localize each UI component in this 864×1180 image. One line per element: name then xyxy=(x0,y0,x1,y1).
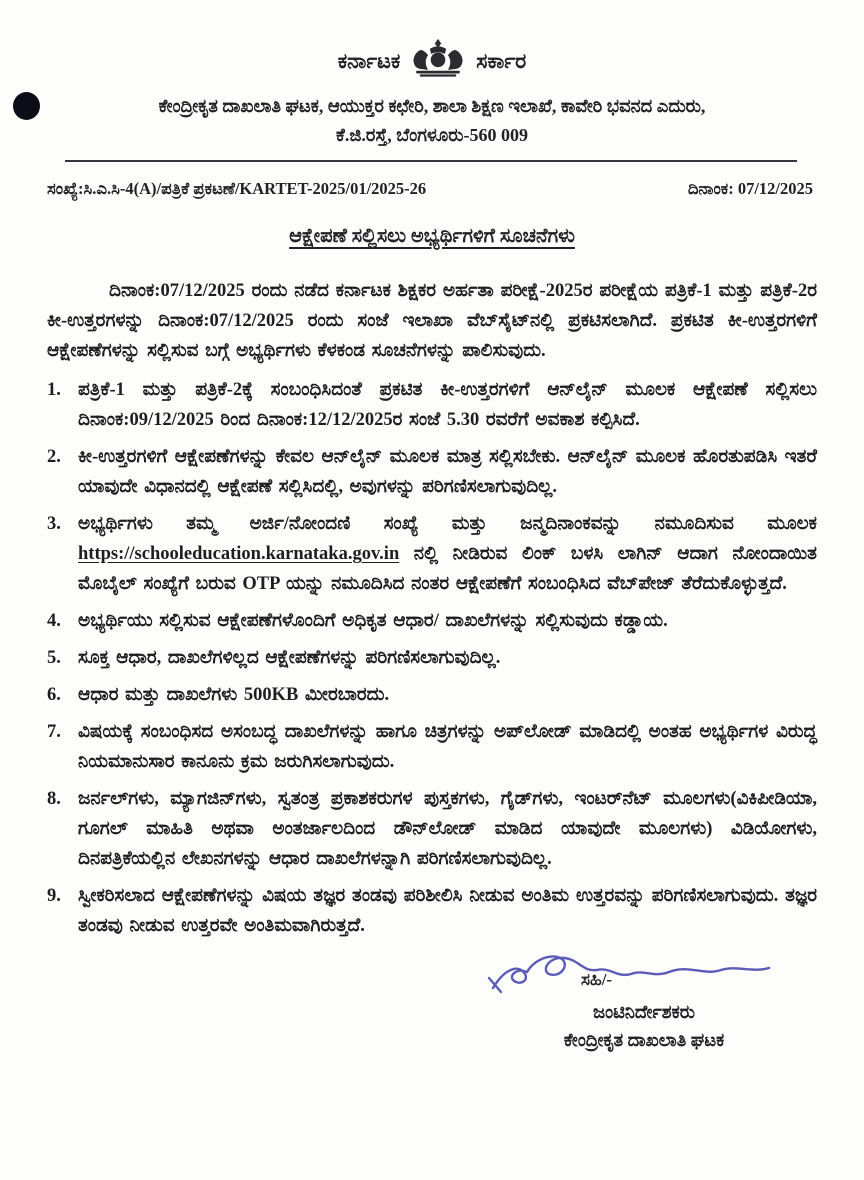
government-header xyxy=(47,36,817,86)
item-number: 7. xyxy=(47,722,61,742)
item-text xyxy=(78,881,817,941)
office-address-line1: ಕೇಂದ್ರೀಕೃತ ದಾಖಲಾತಿ ಘಟಕ, ಆಯುಕ್ತರ ಕಛೇರಿ, ಶಾಲಾ ಶಿಕ್ಷಣ ಇಲಾಖೆ, ಕಾವೇರಿ ಭವನದ ಎದುರು, xyxy=(158,96,706,116)
item-text xyxy=(78,717,817,777)
website-link[interactable]: https://schooleducation.karnataka.gov.in xyxy=(78,544,400,564)
item-text-segment: ಅಭ್ಯರ್ಥಿಯು ಸಲ್ಲಿಸುವ ಆಕ್ಷೇಪಣೆಗಳೊಂದಿಗೆ ಅಧಿಕೃತ ಆಧಾರ/ ದಾಖಲೆಗಳನ್ನು ಸಲ್ಲಿಸುವುದು ಕಡ್ಡಾಯ. xyxy=(78,611,668,631)
notice-item-4 xyxy=(47,606,817,636)
notice-item-1 xyxy=(47,375,817,435)
notice-item-6 xyxy=(47,680,817,710)
item-text xyxy=(78,442,817,502)
intro-paragraph: ದಿನಾಂಕ:07/12/2025 ರಂದು ನಡೆದ ಕರ್ನಾಟಕ ಶಿಕ್ಷಕರ ಅರ್ಹತಾ ಪರೀಕ್ಷೆ-2025ರ ಪರೀಕ್ಷೆಯ ಪತ್ರಿಕೆ-1 ಮತ್ತು ಪತ್ರಿಕೆ-2ರ ಕೀ-ಉತ್ತರಗಳನ್ನು ದಿನಾಂಕ:07/12/2025 ರಂದು ಸಂಜೆ ಇಲಾಖಾ ವೆಬ್‌ಸೈಟ್‌ನಲ್ಲಿ ಪ್ರಕಟಿಸಲಾಗಿದೆ. ಪ್ರಕಟಿತ ಕೀ-ಉತ್ತರಗಳಿಗೆ ಆಕ್ಷೇಪಣೆಗಳನ್ನು ಸಲ್ಲಿಸುವ ಬಗ್ಗೆ ಅಭ್ಯರ್ಥಿಗಳು ಕೆಳಕಂಡ ಸೂಚನೆಗಳನ್ನು ಪಾಲಿಸುವುದು. xyxy=(47,281,817,361)
notice-item-7 xyxy=(47,717,817,777)
item-text-segment: ಅಭ್ಯರ್ಥಿಗಳು ತಮ್ಮ ಅರ್ಜಿ/ನೋಂದಣಿ ಸಂಖ್ಯೆ ಮತ್ತು ಜನ್ಮದಿನಾಂಕವನ್ನು ನಮೂದಿಸುವ ಮೂಲಕ xyxy=(78,514,817,534)
office-address-line2: ಕೆ.ಜಿ.ರಸ್ತೆ, ಬೆಂಗಳೂರು-560 009 xyxy=(336,125,528,145)
item-text-segment: ಸ್ವೀಕರಿಸಲಾದ ಆಕ್ಷೇಪಣೆಗಳನ್ನು ವಿಷಯ ತಜ್ಞರ ತಂಡವು ಪರಿಶೀಲಿಸಿ ನೀಡುವ ಅಂತಿಮ ಉತ್ತರವನ್ನು ಪರಿಗಣಿಸಲಾಗುವುದು. ತಜ್ಞರ ತಂಡವು ನೀಡುವ ಉತ್ತರವೇ ಅಂತಿಮವಾಗಿರುತ್ತದೆ. xyxy=(78,886,817,936)
item-text-segment: ವಿಷಯಕ್ಕೆ ಸಂಬಂಧಿಸದ ಅಸಂಬದ್ಧ ದಾಖಲೆಗಳನ್ನು ಹಾಗೂ ಚಿತ್ರಗಳನ್ನು ಅಪ್‌ಲೋಡ್ ಮಾಡಿದಲ್ಲಿ ಅಂತಹ ಅಭ್ಯರ್ಥಿಗಳ ವಿರುದ್ಧ ನಿಯಮಾನುಸಾರ ಕಾನೂನು ಕ್ರಮ ಜರುಗಿಸಲಾಗುವುದು. xyxy=(78,722,817,772)
notice-item-2 xyxy=(47,442,817,502)
item-number: 4. xyxy=(47,611,61,631)
reference-number: ಸಂಖ್ಯೆ:ಸಿ.ಎ.ಸಿ-4(A)/ಪತ್ರಿಕೆ ಪ್ರಕಟಣೆ/KARTET-2025/01/2025-26 xyxy=(47,179,427,198)
item-text-segment: ನಲ್ಲಿ ನೀಡಿರುವ ಲಿಂಕ್ ಬಳಸಿ ಲಾಗಿನ್ ಆದಾಗ ನೋಂದಾಯಿತ ಮೊಬೈಲ್ ಸಂಖ್ಯೆಗೆ ಬರುವ OTP ಯನ್ನು ನಮೂದಿಸಿದ ನಂತರ ಆಕ್ಷೇಪಣೆಗೆ ಸಂಬಂಧಿಸಿದ ವೆಬ್‌ಪೇಜ್ ತೆರೆದುಕೊಳ್ಳುತ್ತದೆ. xyxy=(78,544,817,594)
signature-scribble-icon xyxy=(479,948,789,998)
item-number: 1. xyxy=(47,380,61,400)
header-karnataka-text: ಕರ್ನಾಟಕ xyxy=(337,48,401,73)
punch-hole-dot xyxy=(13,92,40,120)
notice-item-3 xyxy=(47,509,817,599)
item-number: 2. xyxy=(47,447,61,467)
item-text-segment: ಸೂಕ್ತ ಆಧಾರ, ದಾಖಲೆಗಳಿಲ್ಲದ ಆಕ್ಷೇಪಣೆಗಳನ್ನು ಪರಿಗಣಿಸಲಾಗುವುದಿಲ್ಲ. xyxy=(78,648,501,668)
item-number: 3. xyxy=(47,514,61,534)
instructions-list xyxy=(47,375,817,941)
signature-row xyxy=(479,948,809,998)
item-number: 9. xyxy=(47,886,61,906)
page-title: ಆಕ್ಷೇಪಣೆ ಸಲ್ಲಿಸಲು ಅಭ್ಯರ್ಥಿಗಳಿಗೆ ಸೂಚನೆಗಳು xyxy=(289,226,575,247)
header-sarkara-text: ಸರ್ಕಾರ xyxy=(476,48,527,73)
item-text xyxy=(78,509,817,599)
item-text xyxy=(78,680,817,710)
karnataka-state-emblem-icon xyxy=(408,36,468,86)
item-text-segment: ಕೀ-ಉತ್ತರಗಳಿಗೆ ಆಕ್ಷೇಪಣೆಗಳನ್ನು ಕೇವಲ ಆನ್‌ಲೈನ್ ಮೂಲಕ ಮಾತ್ರ ಸಲ್ಲಿಸಬೇಕು. ಆನ್‌ಲೈನ್ ಮೂಲಕ ಹೊರತುಪಡಿಸಿ ಇತರೆ ಯಾವುದೇ ವಿಧಾನದಲ್ಲಿ ಆಕ್ಷೇಪಣೆ ಸಲ್ಲಿಸಿದಲ್ಲಿ, ಅವುಗಳನ್ನು ಪರಿಗಣಿಸಲಾಗುವುದಿಲ್ಲ. xyxy=(78,447,817,497)
item-text xyxy=(78,375,817,435)
notice-item-8 xyxy=(47,784,817,874)
item-number: 6. xyxy=(47,685,61,705)
header-divider xyxy=(65,160,797,162)
item-text-segment: ಪತ್ರಿಕೆ-1 ಮತ್ತು ಪತ್ರಿಕೆ-2ಕ್ಕೆ ಸಂಬಂಧಿಸಿದಂತೆ ಪ್ರಕಟಿತ ಕೀ-ಉತ್ತರಗಳಿಗೆ ಆನ್‌ಲೈನ್ ಮೂಲಕ ಆಕ್ಷೇಪಣೆ ಸಲ್ಲಿಸಲು ದಿನಾಂಕ:09/12/2025 ರಿಂದ ದಿನಾಂಕ:12/12/2025ರ ಸಂಜೆ 5.30 ರವರೆಗೆ ಅವಕಾಶ ಕಲ್ಪಿಸಿದೆ. xyxy=(78,380,817,430)
item-number: 5. xyxy=(47,648,61,668)
notice-item-5 xyxy=(47,643,817,673)
signatory-office: ಕೇಂದ್ರೀಕೃತ ದಾಖಲಾತಿ ಘಟಕ xyxy=(563,1030,725,1050)
item-text-segment: ಜರ್ನಲ್‌ಗಳು, ಮ್ಯಾಗಜಿನ್‌ಗಳು, ಸ್ವತಂತ್ರ ಪ್ರಕಾಶಕರುಗಳ ಪುಸ್ತಕಗಳು, ಗೈಡ್‌ಗಳು, ಇಂಟರ್‌ನೆಟ್‌ ಮೂಲಗಳು(ವಿಕಿಪೀಡಿಯಾ, ಗೂಗಲ್ ಮಾಹಿತಿ ಅಥವಾ ಅಂತರ್ಜಾಲದಿಂದ ಡೌನ್‌ಲೋಡ್ ಮಾಡಿದ ಯಾವುದೇ ಮೂಲಗಳು) ವಿಡಿಯೋಗಳು, ದಿನಪತ್ರಿಕೆಯಲ್ಲಿನ ಲೇಖನಗಳನ್ನು ಆಧಾರ ದಾಖಲೆಗಳನ್ನಾಗಿ ಪರಿಗಣಿಸಲಾಗುವುದಿಲ್ಲ. xyxy=(78,789,817,869)
item-number: 8. xyxy=(47,789,61,809)
reference-row xyxy=(47,179,817,199)
signatory-designation: ಜಂಟಿನಿರ್ದೇಶಕರು xyxy=(593,1002,695,1022)
reference-date: ದಿನಾಂಕ: 07/12/2025 xyxy=(687,179,813,198)
item-text xyxy=(78,643,817,673)
notice-item-9 xyxy=(47,881,817,941)
signature-block xyxy=(479,948,809,1054)
item-text xyxy=(78,784,817,874)
sign-label: ಸಹಿ/- xyxy=(581,970,613,989)
item-text xyxy=(78,606,817,636)
item-text-segment: ಆಧಾರ ಮತ್ತು ದಾಖಲೆಗಳು 500KB ಮೀರಬಾರದು. xyxy=(78,685,390,705)
